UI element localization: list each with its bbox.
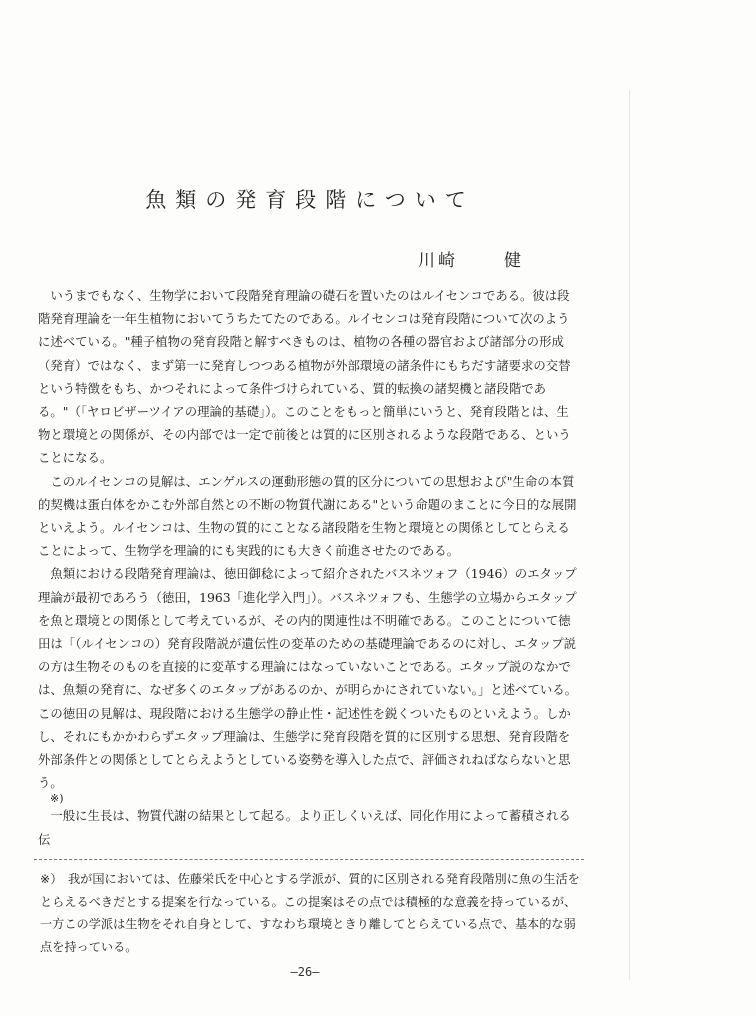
article-title: 魚類の発育段階について <box>145 188 475 212</box>
paragraph-3: 魚類における段階発育理論は、徳田御稔によって紹介されたバスネツォフ（1946）のエタップ理論が最初であろう（徳田，1963「進化学入門」）。バスネツォフも、生態学の立場からエタップを魚と環境との関係として考えているが、その内的関連性は不明確である。このことについて徳田は「（ルイセンコの）発育段階説が遺伝性の変革のための基礎理論であるのに対し、エタップ説の方は生物そのものを直接的に変革する理論にはなっていないことである。エタップ説のなかでは、魚類の発育に、なぜ多くのエタップがあるのか、が明らかにされていない。」と述べている。この徳田の見解は、現段階における生態学の静止性・記述性を鋭くついたものといえよう。しかし、それにもかかわらずエタップ理論は、生態学に発育段階を質的に区別する思想、発育段階を外部条件との関係としてとらえようとしている姿勢を導入した点で、評価されねばならないと思う。 <box>38 566 577 791</box>
footnote-mark: ※） <box>40 872 63 886</box>
footnote-reference: ※) <box>50 792 64 806</box>
page-number: —26— <box>290 965 320 979</box>
paragraph-1: いうまでもなく、生物学において段階発育理論の礎石を置いたのはルイセンコである。彼は段階発育理論を一年生植物においてうちたてたのである。ルイセンコは発育段階について次のように述べている。"種子植物の発育段階と解すべきものは、植物の各種の器官および諸部分の形成（発育）ではなく、まず第一に発育しつつある植物が外部環境の諸条件にもちだす諸要求の交替という特徴をもち、かつそれによって条件づけられている、質的転換の諸契機と諸段階である。"（「ヤロビザーツイアの理論的基礎」）。このことをもっと簡単にいうと、発育段階とは、生物と環境との関係が、その内部では一定で前後とは質的に区別されるような段階である、ということになる。 <box>38 288 571 466</box>
page-edge-line <box>629 90 630 980</box>
author-name <box>418 246 578 271</box>
author-family-name: 川崎 <box>418 251 458 271</box>
paragraph-4: 一般に生長は、物質代謝の結果として起る。より正しくいえば、同化作用によって蓄積される伝 <box>38 808 571 847</box>
footnote-divider <box>34 859 584 860</box>
author-given-name: 健 <box>504 251 524 271</box>
paragraph-2: このルイセンコの見解は、エンゲルスの運動形態の質的区分についての思想および"生命の本質的契機は蛋白体をかこむ外部自然との不断の物質代謝にある"という命題のまことに今日的な展開といえよう。ルイセンコは、生物の質的にことなる諸段階を生物と環境との関係としてとらえることによって、生物学を理論的にも実践的にも大きく前進させたのである。 <box>38 473 577 559</box>
article-body <box>38 284 578 851</box>
footnote <box>40 868 580 958</box>
footnote-text: 我が国においては、佐藤栄氏を中心とする学派が、質的に区別される発育段階別に魚の生活をとらえるべきだとする提案を行なっている。この提案はその点では積極的な意義を持っているが、一方この学派は生物をそれ自身として、すなわち環境ときり離してとらえている点で、基本的な弱点を持っている。 <box>40 872 580 954</box>
